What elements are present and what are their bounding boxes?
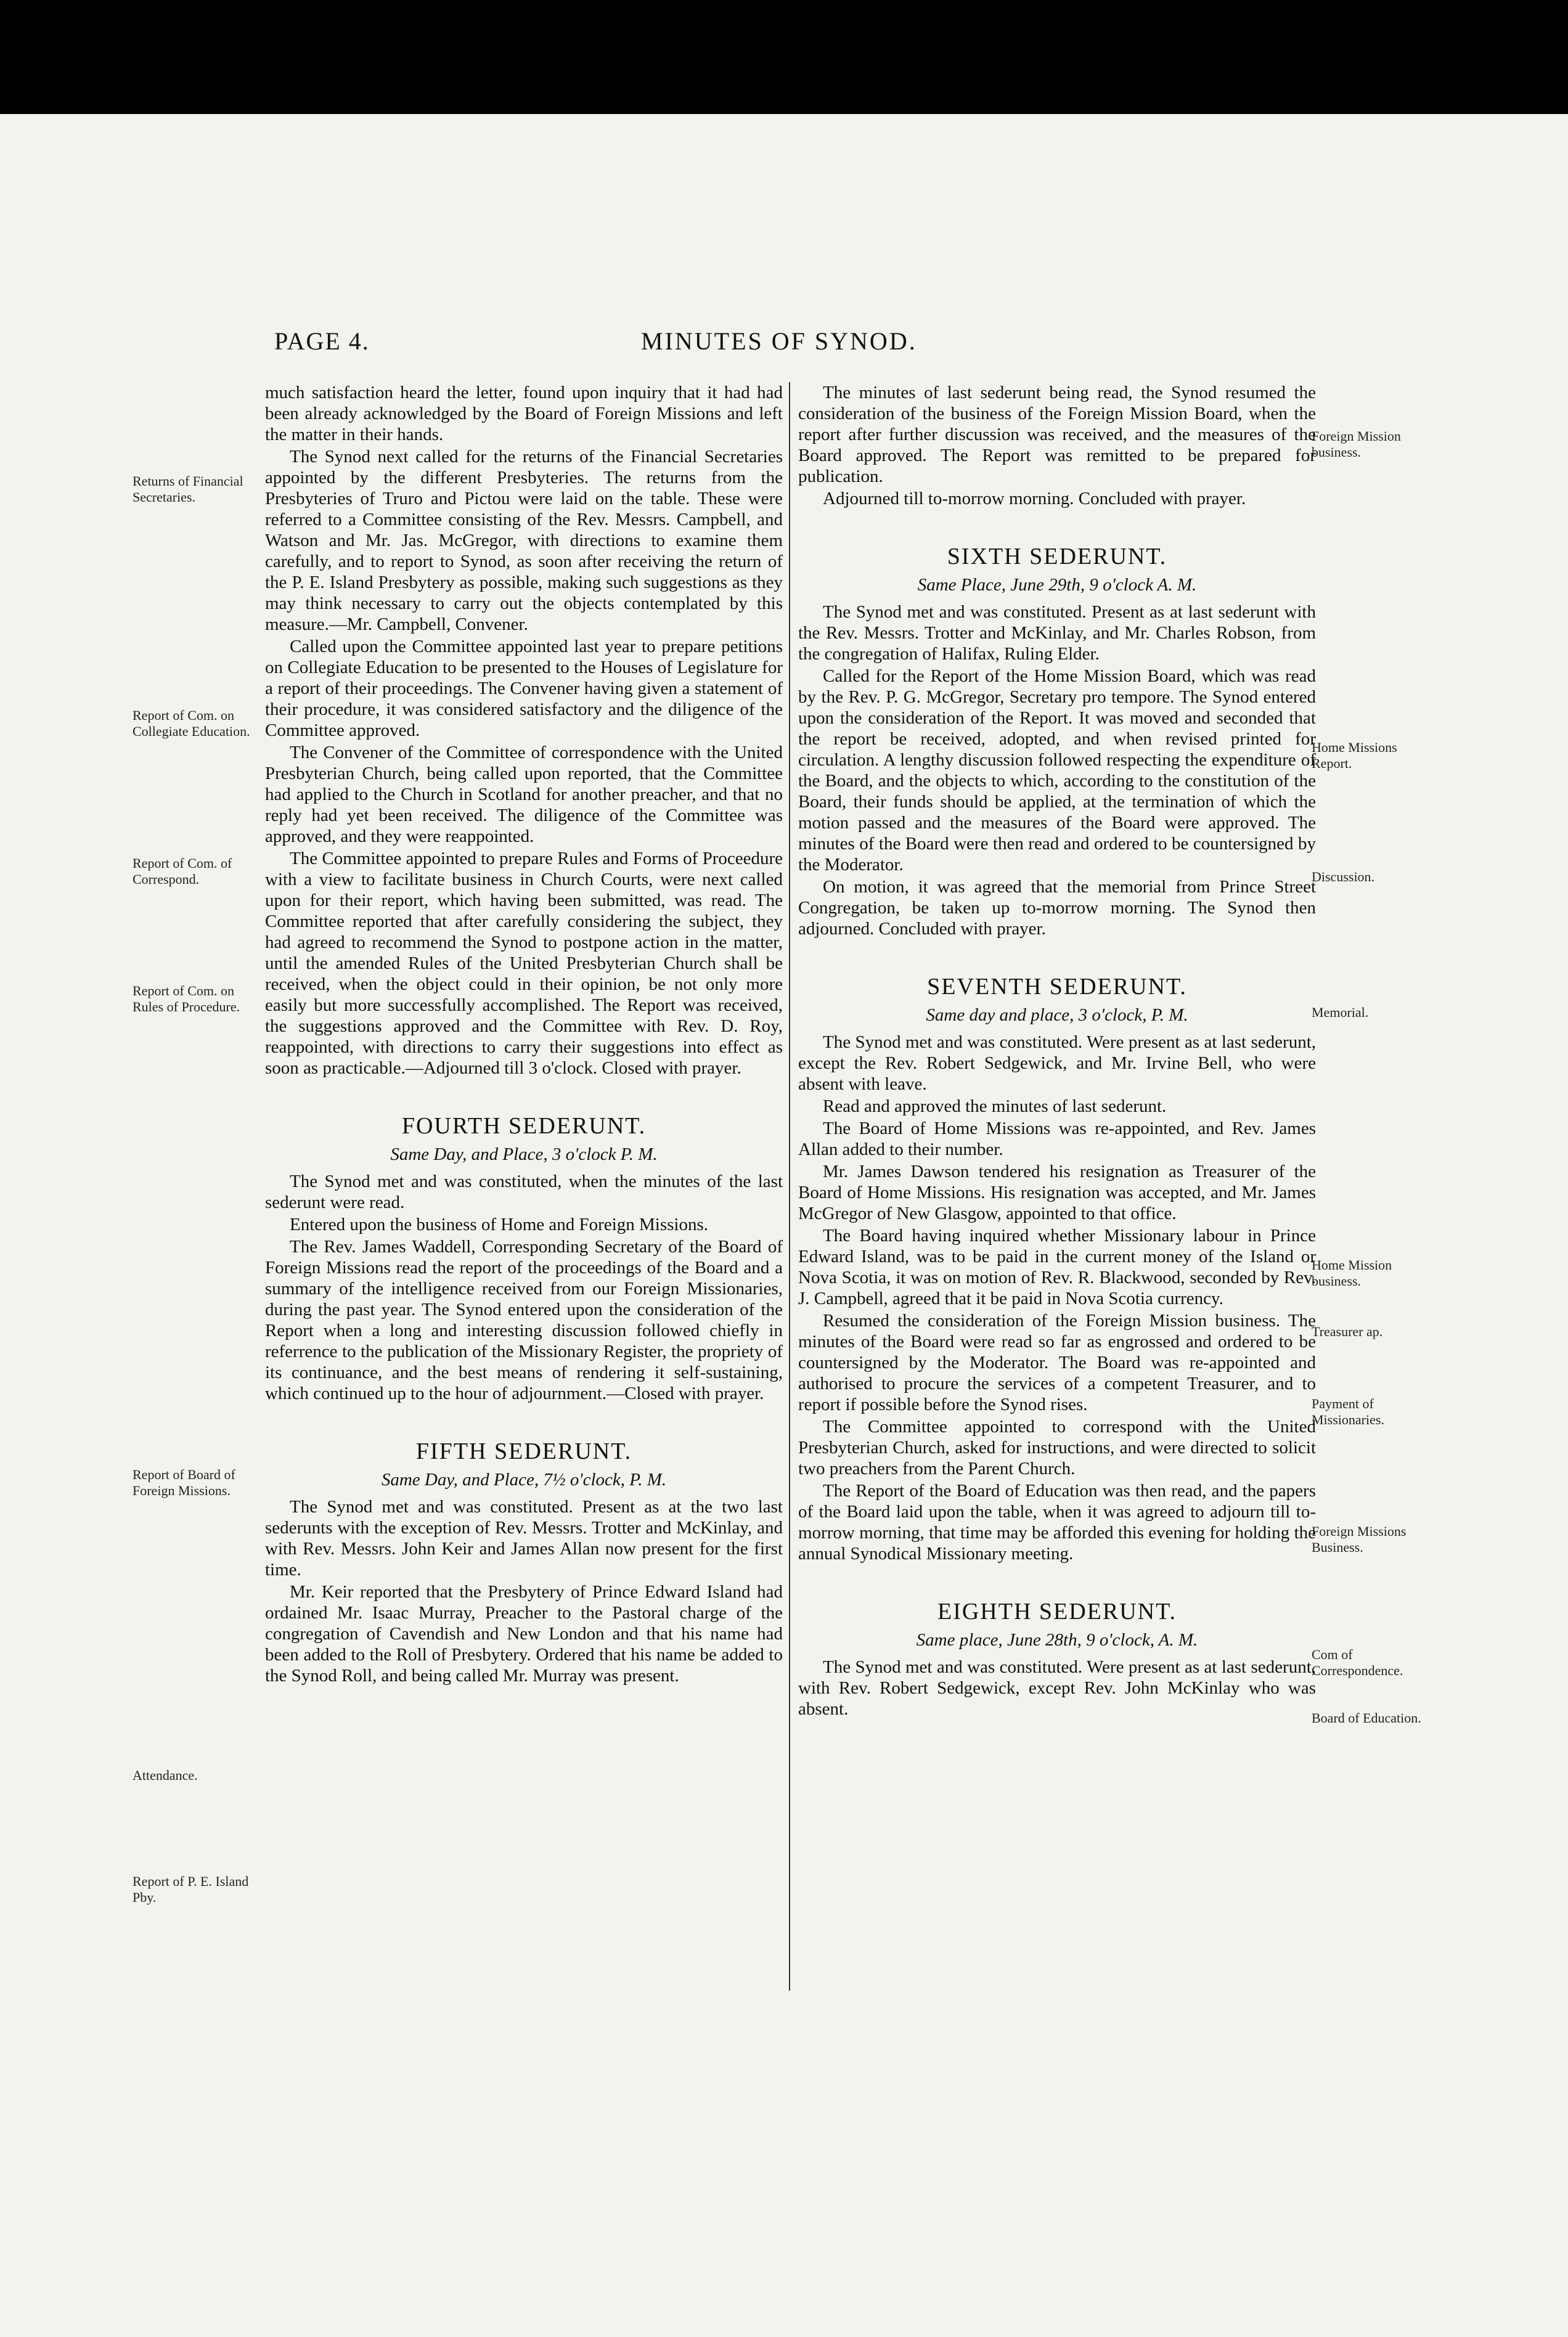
margin-note: Attendance. (133, 1768, 198, 1783)
margin-note: Report of Com. on Collegiate Education. (133, 708, 250, 739)
paragraph: On motion, it was agreed that the memorial from Prince Street Congregation, be taken up to-morrow morning. The Synod then adjourned. Concluded with prayer. (798, 877, 1316, 939)
paragraph: The Committee appointed to correspond with the United Presbyterian Church, asked for instructions, and were directed to solicit two preachers from the Parent Church. (798, 1417, 1316, 1478)
paragraph: Mr. Keir reported that the Presbytery of Prince Edward Island had ordained Mr. Isaac Murray, Preacher to the Pastoral charge of the congregation of Cavendish and New London and that his name had been added to the Roll of Presbytery. Ordered that his name be added to the Synod Roll, and being called Mr. Murray was present. (265, 1582, 783, 1686)
margin-note: Report of Board of Foreign Missions. (133, 1467, 235, 1498)
margin-note: Com of Correspondence. (1312, 1647, 1403, 1678)
section-heading: EIGHTH SEDERUNT. (937, 1599, 1177, 1625)
margin-note: Memorial. (1312, 1005, 1369, 1020)
paragraph: The Report of the Board of Education was then read, and the papers of the Board laid upon the table, when it was agreed to adjourn till to-morrow morning, that time may be afforded this evening for holding the annual Synodical Missionary meeting. (798, 1481, 1316, 1564)
paragraph: Mr. James Dawson tendered his resignation as Treasurer of the Board of Home Missions. His resignation was accepted, and Mr. James McGregor of New Glasgow, appointed to that office. (798, 1162, 1316, 1223)
paragraph: Read and approved the minutes of last sederunt. (823, 1096, 1167, 1116)
margin-note: Report of Com. of Correspond. (133, 855, 232, 887)
paragraph: The Board of Home Missions was re-appointed, and Rev. James Allan added to their number. (798, 1119, 1316, 1159)
paragraph: Resumed the consideration of the Foreign Mission business. The minutes of the Board were read so far as engrossed and ordered to be countersigned by the Moderator. The Board was re-appointed and authorised to procure the services of a competent Treasurer, and to report if possible before the Synod rises. (798, 1311, 1316, 1414)
margin-note: Discussion. (1312, 869, 1375, 884)
page-header (0, 327, 1568, 364)
section-subheading: Same day and place, 3 o'clock, P. M. (926, 1005, 1188, 1025)
margin-note: Home Missions Report. (1312, 740, 1397, 771)
margin-note: Foreign Missions Business. (1312, 1523, 1407, 1555)
section-subheading: Same Day, and Place, 7½ o'clock, P. M. (381, 1470, 667, 1490)
paragraph: The Synod met and was constituted. Were present as at last sederunt, with Rev. Robert Sedgewick, except Rev. John McKinlay who was absent. (798, 1657, 1316, 1719)
margin-note: Report of Com. on Rules of Procedure. (133, 983, 240, 1014)
paragraph: Called for the Report of the Home Mission Board, which was read by the Rev. P. G. McGregor, Secretary pro tempore. The Synod entered upon the consideration of the Report. It was moved and seconded that the report be received, adopted, and when revised printed for circulation. A lengthy discussion followed respecting the expenditure of the Board, and the objects to which, according to the constitution of the Board, their funds should be applied, at the termination of which the motion passed and the measures of the Board were approved. The minutes of the Board were then read and ordered to be countersigned by the Moderator. (798, 666, 1316, 875)
page-number: PAGE 4. (274, 327, 370, 355)
paragraph: The Synod next called for the returns of the Financial Secretaries appointed by the different Presbyteries. The returns from the Presbyteries of Truro and Pictou were laid on the table. These were referred to a Committee consisting of the Rev. Messrs. Campbell, and Watson and Mr. Jas. McGregor, with directions to examine them carefully, and to report to Synod, as soon after receiving the return of the P. E. Island Presbytery as possible, making such suggestions as they may think necessary to carry out the objects contemplated by this measure.—Mr. Campbell, Convener. (265, 447, 783, 634)
paragraph: The Synod met and was constituted. Present as at last sederunt with the Rev. Messrs. Trotter and McKinlay, and Mr. Charles Robson, from the congregation of Halifax, Ruling Elder. (798, 602, 1316, 664)
page-title: MINUTES OF SYNOD. (641, 327, 917, 355)
section-subheading: Same Day, and Place, 3 o'clock P. M. (390, 1144, 658, 1164)
section-heading: FIFTH SEDERUNT. (415, 1438, 632, 1464)
paragraph: Called upon the Committee appointed last year to prepare petitions on Collegiate Education to be presented to the Houses of Legislature for a report of their proceedings. The Convener having given a statement of their procedure, it was considered satisfactory and the diligence of the Committee approved. (265, 637, 783, 740)
paragraph: The Synod met and was constituted. Present as at the two last sederunts with the exception of Rev. Messrs. Trotter and McKinlay, and with Rev. Messrs. John Keir and James Allan now present for the first time. (265, 1497, 783, 1580)
section-heading: SIXTH SEDERUNT. (947, 544, 1167, 569)
paragraph: Adjourned till to-morrow morning. Concluded with prayer. (823, 489, 1246, 508)
paragraph: The Rev. James Waddell, Corresponding Secretary of the Board of Foreign Missions read the report of the proceedings of the Board and a summary of the intelligence received from our Foreign Missionaries, during the past year. The Synod entered upon the consideration of the Report when a long and interesting discussion followed chiefly in referrence to the publication of the Missionary Register, the propriety of its continuance, and the best means of rendering it self-sustaining, which continued up to the hour of adjournment.—Closed with prayer. (265, 1237, 783, 1403)
section-subheading: Same place, June 28th, 9 o'clock, A. M. (916, 1630, 1198, 1650)
margin-note: Treasurer ap. (1312, 1324, 1383, 1339)
paragraph: much satisfaction heard the letter, found upon inquiry that it had had been already acknowledged by the Board of Foreign Missions and left the matter in their hands. (265, 383, 783, 444)
paragraph: The Committee appointed to prepare Rules and Forms of Proceedure with a view to facilitate business in Church Courts, were next called upon for their report, which having been submitted, was read. The Committee reported that after carefully considering the subject, they had agreed to recommend the Synod to postpone action in the matter, until the amended Rules of the United Presbyterian Church shall be received, when the object could in their opinion, be not only more easily but more successfully accomplished. The Report was received, the suggestions approved and the Committee with Rev. D. Roy, reappointed, with directions to carry their suggestions into effect as soon as practicable.—Adjourned till 3 o'clock. Closed with prayer. (265, 849, 783, 1078)
margin-note: Home Mission business. (1312, 1257, 1392, 1289)
margin-note: Report of P. E. Island Pby. (133, 1874, 249, 1905)
right-column (798, 382, 1316, 1721)
margin-note: Foreign Mission business. (1312, 428, 1401, 460)
paragraph: The Synod met and was constituted. Were present as at last sederunt, except the Rev. Robert Sedgewick, and Mr. Irvine Bell, who were absent with leave. (798, 1032, 1316, 1094)
margin-note: Returns of Financial Secretaries. (133, 473, 243, 505)
section-heading: SEVENTH SEDERUNT. (927, 974, 1187, 1000)
margin-note: Payment of Missionaries. (1312, 1396, 1384, 1427)
paragraph: Entered upon the business of Home and Foreign Missions. (290, 1215, 709, 1234)
paragraph: The minutes of last sederunt being read, the Synod resumed the consideration of the business of the Foreign Mission Board, when the report after further discussion was received, and the measures of the Board approved. The Report was remitted to be prepared for publication. (798, 383, 1316, 486)
section-subheading: Same Place, June 29th, 9 o'clock A. M. (917, 575, 1197, 595)
section-heading: FOURTH SEDERUNT. (401, 1113, 647, 1139)
paragraph: The Convener of the Committee of correspondence with the United Presbyterian Church, being called upon reported, that the Committee had applied to the Church in Scotland for another preacher, and that no reply had yet been received. The diligence of the Committee was approved, and they were reappointed. (265, 743, 783, 846)
paragraph: The Board having inquired whether Missionary labour in Prince Edward Island, was to be paid in the current money of the Island or Nova Scotia, it was on motion of Rev. R. Blackwood, seconded by Rev. J. Campbell, agreed that it be paid in Nova Scotia currency. (798, 1226, 1316, 1308)
paragraph: The Synod met and was constituted, when the minutes of the last sederunt were read. (265, 1172, 783, 1212)
column-divider (789, 382, 790, 1991)
margin-note: Board of Education. (1312, 1710, 1421, 1726)
left-column (265, 382, 783, 1687)
